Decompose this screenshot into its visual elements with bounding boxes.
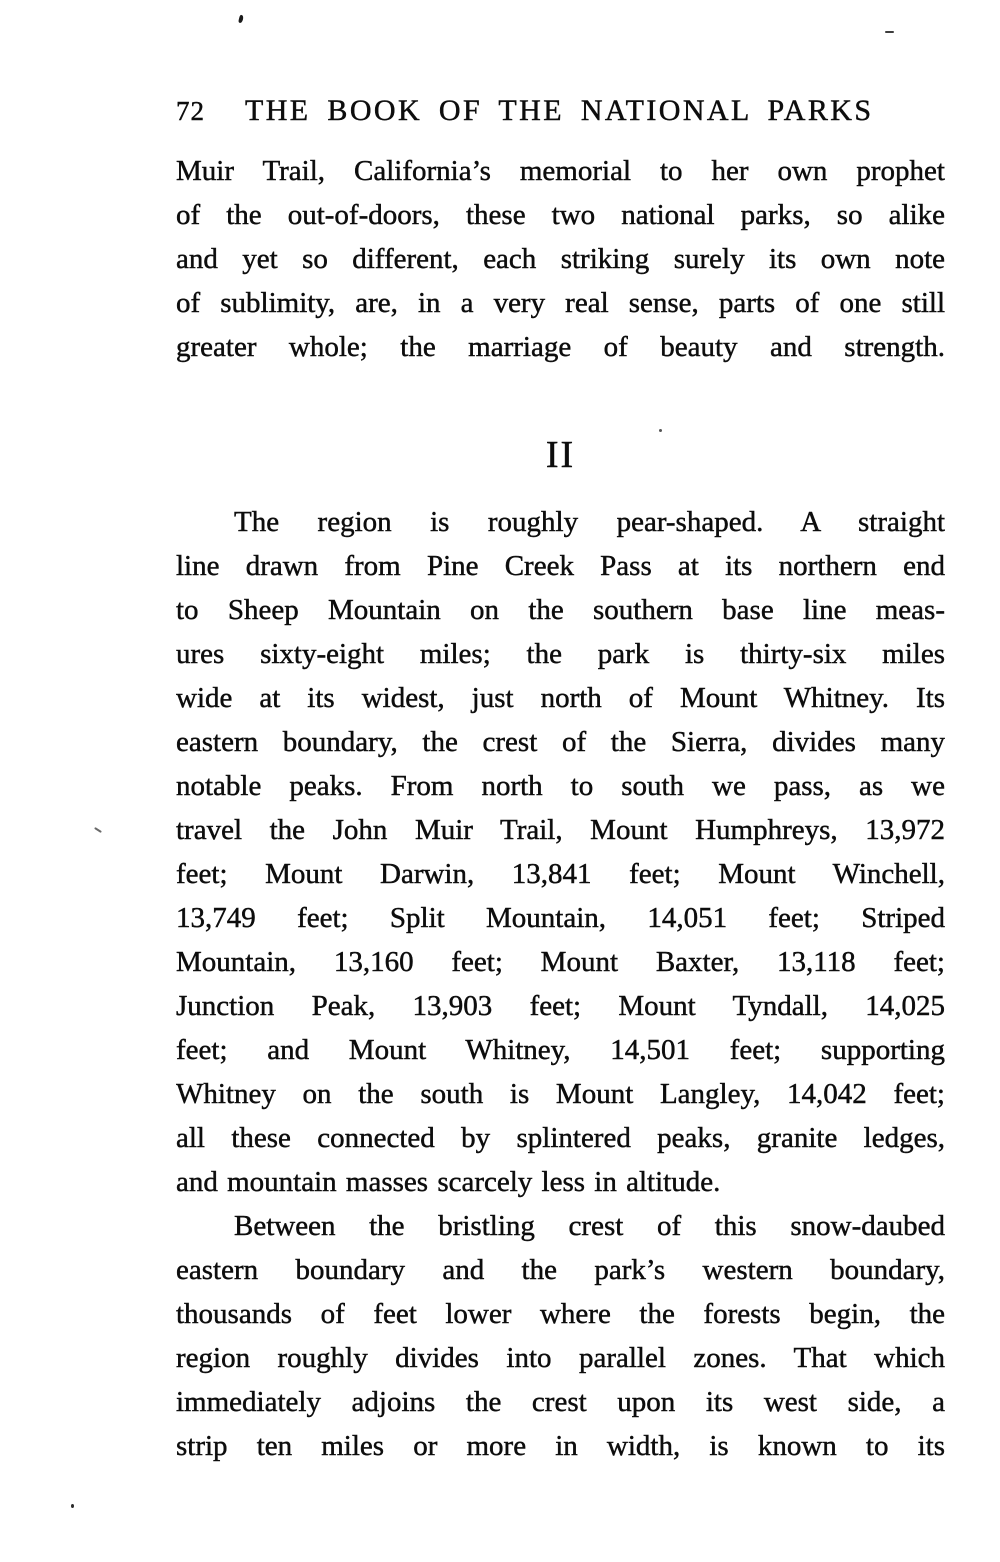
text-line: to Sheep Mountain on the southern base line meas- — [176, 594, 945, 626]
text-line: Junction Peak, 13,903 feet; Mount Tyndall, 14,025 — [176, 990, 945, 1022]
text-line: The region is roughly pear-shaped. A straight — [234, 506, 945, 538]
text-line: eastern boundary, the crest of the Sierra, divides many — [176, 726, 945, 758]
text-line: Between the bristling crest of this snow-daubed — [234, 1210, 945, 1242]
text-line: travel the John Muir Trail, Mount Humphreys, 13,972 — [176, 814, 945, 846]
text-line: Mountain, 13,160 feet; Mount Baxter, 13,118 feet; — [176, 946, 945, 978]
text-line: of sublimity, are, in a very real sense, parts of one still — [176, 287, 945, 319]
text-line: ures sixty-eight miles; the park is thirty-six miles — [176, 638, 945, 670]
text-line: thousands of feet lower where the forests begin, the — [176, 1298, 945, 1330]
text-line: region roughly divides into parallel zones. That which — [176, 1342, 945, 1374]
text-line: all these connected by splintered peaks, granite ledges, — [176, 1122, 945, 1154]
ink-speck — [94, 827, 102, 833]
paragraph-1 — [176, 149, 945, 369]
text-line: Muir Trail, California’s memorial to her own prophet — [176, 155, 945, 187]
text-line: greater whole; the marriage of beauty and strength. — [176, 331, 945, 363]
text-line: and yet so different, each striking surely its own note — [176, 243, 945, 275]
text-line: Whitney on the south is Mount Langley, 14,042 feet; — [176, 1078, 945, 1110]
text-line: notable peaks. From north to south we pass, as we — [176, 770, 945, 802]
text-line: of the out-of-doors, these two national parks, so alike — [176, 199, 945, 231]
ink-speck — [659, 429, 662, 432]
running-title: THE BOOK OF THE NATIONAL PARKS — [245, 94, 874, 127]
text-line: wide at its widest, just north of Mount Whitney. Its — [176, 682, 945, 714]
paragraph-3 — [176, 1204, 945, 1468]
ink-speck — [71, 1504, 74, 1508]
text-line: strip ten miles or more in width, is known to its — [176, 1430, 945, 1462]
paragraph-2 — [176, 500, 945, 1204]
text-line: immediately adjoins the crest upon its west side, a — [176, 1386, 945, 1418]
running-head — [176, 89, 945, 133]
section-heading: II — [545, 434, 576, 476]
ink-speck — [238, 15, 244, 24]
ink-speck — [885, 31, 894, 33]
text-line: eastern boundary and the park’s western boundary, — [176, 1254, 945, 1286]
text-line: feet; and Mount Whitney, 14,501 feet; supporting — [176, 1034, 945, 1066]
text-line: and mountain masses scarcely less in altitude. — [176, 1166, 721, 1198]
text-line: feet; Mount Darwin, 13,841 feet; Mount Winchell, — [176, 858, 945, 890]
text-line: 13,749 feet; Split Mountain, 14,051 feet; Striped — [176, 902, 945, 934]
page-number: 72 — [176, 96, 205, 126]
text-line: line drawn from Pine Creek Pass at its northern end — [176, 550, 945, 582]
